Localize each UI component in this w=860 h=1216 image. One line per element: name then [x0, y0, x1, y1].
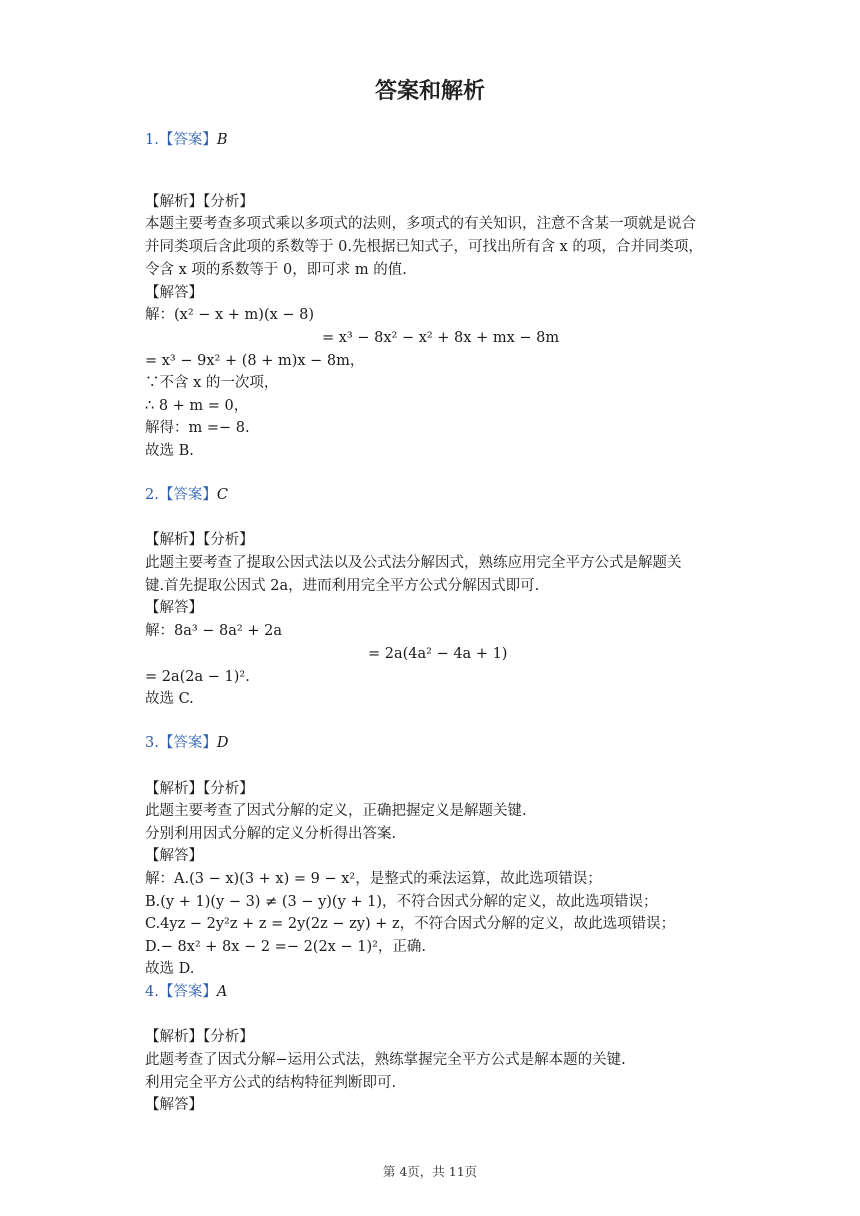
q3-number: 3. [145, 735, 159, 751]
q1-analysis-p1: 本题主要考查多项式乘以多项式的法则，多项式的有关知识，注意不含某一项就是说合 [145, 216, 696, 232]
q3-step-3: C.4yz − 2y²z + z = 2y(2z − zy) + z，不符合因式分解的定义，故此选项错误； [145, 916, 676, 932]
q1-step-1: 解：(x² − x + m)(x − 8) [145, 307, 315, 323]
q1-answer-line [145, 130, 228, 150]
q2-answer-letter: C [216, 487, 228, 503]
q1-step-4: ∵不含 x 的一次项， [145, 375, 279, 391]
q1-answer-letter: B [216, 132, 228, 148]
q3-analysis-p2: 分别利用因式分解的定义分析得出答案. [145, 826, 397, 842]
q4-answer-tag: 【答案】 [158, 984, 217, 1000]
q4-solve-heading: 【解答】 [145, 1097, 203, 1113]
q3-step-2: B.(y + 1)(y − 3) ≠ (3 − y)(y + 1)，不符合因式分解的定义，故此选项错误； [145, 894, 658, 910]
q2-step-3: = 2a(2a − 1)². [145, 669, 250, 685]
q3-answer-letter: D [216, 735, 229, 751]
q1-solve-heading: 【解答】 [145, 285, 203, 301]
q1-answer-tag: 【答案】 [158, 132, 217, 148]
q3-step-4: D.− 8x² + 8x − 2 =− 2(2x − 1)²，正确. [145, 939, 427, 955]
q2-analysis-p1: 此题主要考查了提取公因式法以及公式法分解因式，熟练应用完全平方公式是解题关 [145, 555, 682, 571]
q1-number: 1. [145, 132, 159, 148]
q3-solve-heading: 【解答】 [145, 848, 203, 864]
q1-step-7: 故选 B. [145, 443, 194, 459]
q4-answer-letter: A [216, 984, 228, 1000]
q2-number: 2. [145, 487, 159, 503]
q3-answer-tag: 【答案】 [158, 735, 217, 751]
q1-analysis-p3: 令含 x 项的系数等于 0，即可求 m 的值. [145, 262, 407, 278]
q2-step-4: 故选 C. [145, 691, 194, 707]
q4-analysis-p2: 利用完全平方公式的结构特征判断即可. [145, 1075, 397, 1091]
q2-answer-tag: 【答案】 [158, 487, 217, 503]
q3-step-1: 解：A.(3 − x)(3 + x) = 9 − x²，是整式的乘法运算，故此选项错误； [145, 871, 602, 887]
q2-analysis-p2: 键.首先提取公因式 2a，进而利用完全平方公式分解因式即可. [145, 578, 540, 594]
q2-step-2: = 2a(4a² − 4a + 1) [368, 646, 508, 662]
q4-analysis-p1: 此题考查了因式分解−运用公式法，熟练掌握完全平方公式是解本题的关键. [145, 1052, 626, 1068]
q1-step-5: ∴ 8 + m = 0， [145, 398, 249, 414]
q1-step-6: 解得：m =− 8. [145, 420, 250, 436]
q4-answer-line [145, 982, 227, 1002]
page-title: 答案和解析 [374, 79, 485, 104]
q2-analysis-heading: 【解析】【分析】 [145, 532, 254, 548]
q2-step-1: 解：8a³ − 8a² + 2a [145, 623, 282, 639]
q1-step-3: = x³ − 9x² + (8 + m)x − 8m， [145, 353, 365, 369]
q2-solve-heading: 【解答】 [145, 600, 203, 616]
q3-step-5: 故选 D. [145, 961, 195, 977]
page-footer: 第 4页，共 11页 [382, 1164, 478, 1179]
q3-answer-line [145, 733, 228, 753]
q4-analysis-heading: 【解析】【分析】 [145, 1029, 254, 1045]
q1-analysis-heading: 【解析】【分析】 [145, 194, 254, 210]
q3-analysis-p1: 此题主要考查了因式分解的定义，正确把握定义是解题关键. [145, 803, 527, 819]
q2-answer-line [145, 485, 228, 505]
q1-step-2: = x³ − 8x² − x² + 8x + mx − 8m [322, 330, 560, 346]
q3-analysis-heading: 【解析】【分析】 [145, 781, 254, 797]
q4-number: 4. [145, 984, 159, 1000]
q1-analysis-p2: 并同类项后含此项的系数等于 0.先根据已知式子，可找出所有含 x 的项，合并同类项， [145, 239, 703, 255]
